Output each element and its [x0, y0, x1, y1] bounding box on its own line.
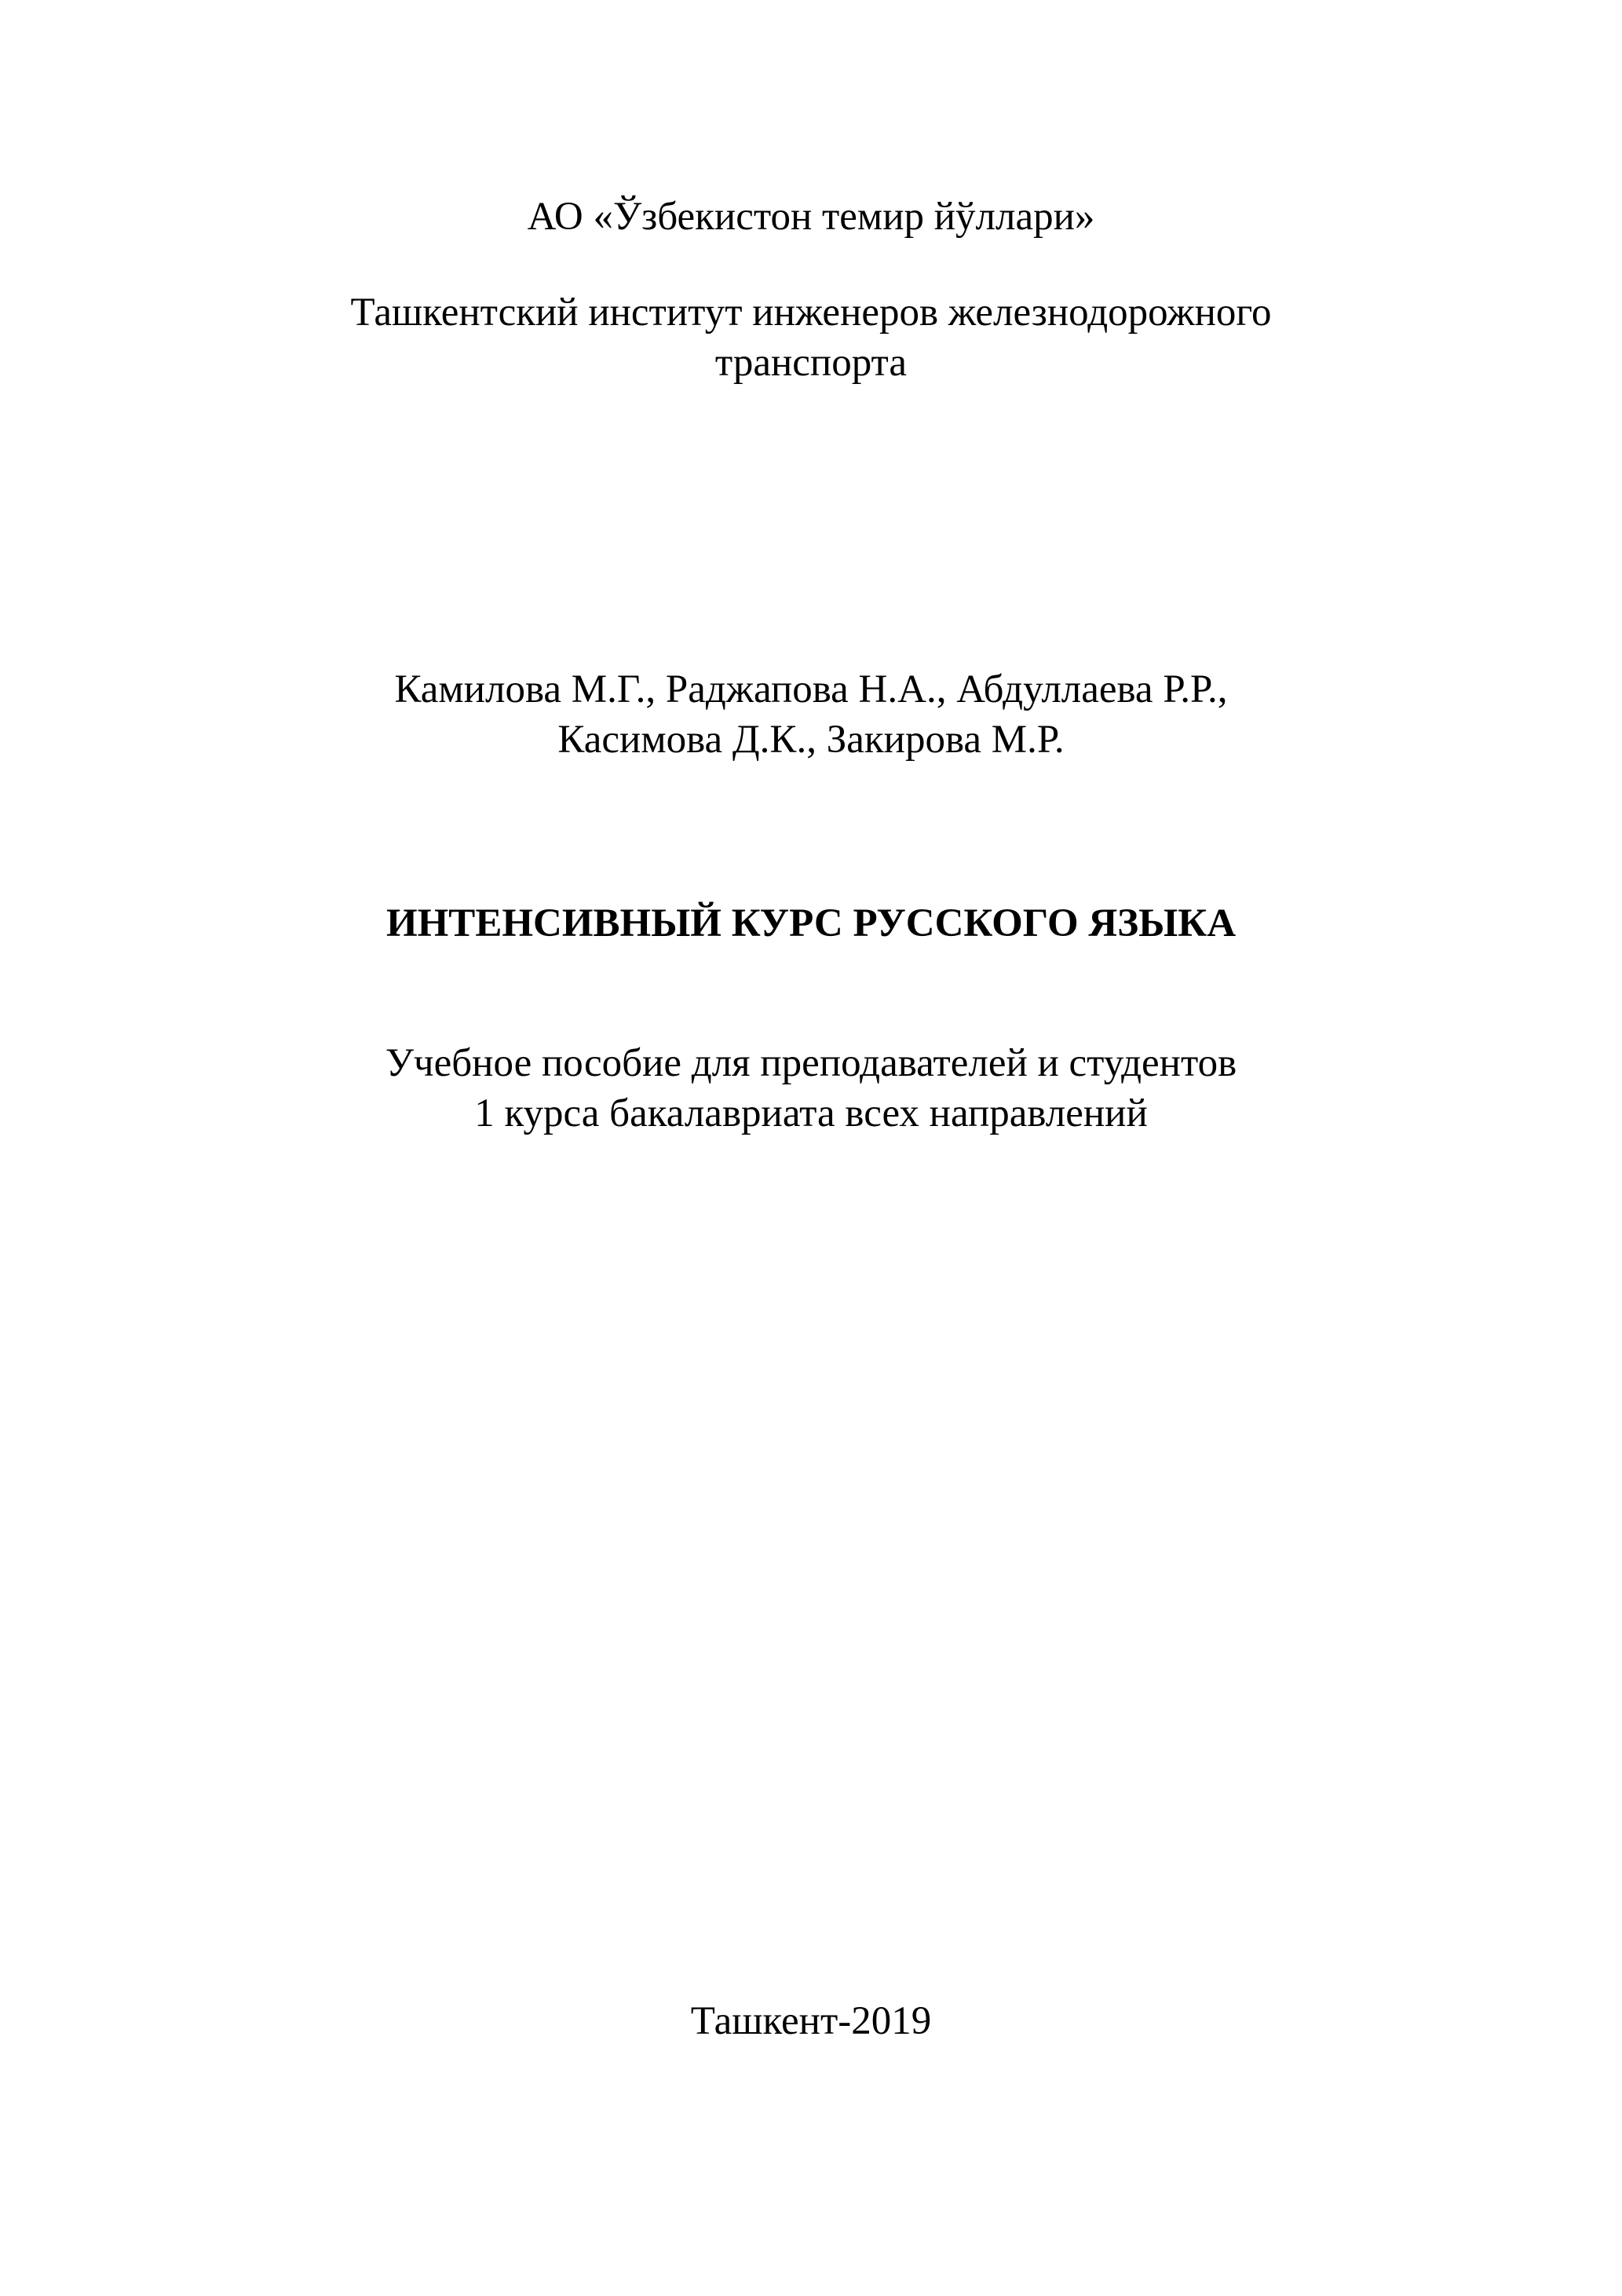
authors-line-2: Касимова Д.К., Закирова М.Р. [557, 718, 1065, 762]
city-year: Ташкент-2019 [690, 1999, 932, 2043]
document-title: ИНТЕНСИВНЫЙ КУРС РУССКОГО ЯЗЫКА [385, 901, 1237, 945]
authors-line-1: Камилова М.Г., Раджапова Н.А., Абдуллаева Р.Р., [394, 667, 1228, 711]
subtitle-line-1: Учебное пособие для преподавателей и студентов [385, 1041, 1237, 1085]
organization-name: АО «Ўзбекистон темир йўллари» [527, 195, 1095, 239]
subtitle-line-2: 1 курса бакалавриата всех направлений [474, 1091, 1148, 1135]
institute-name-line-1: Ташкентский институт инженеров железнодорожного [350, 291, 1272, 335]
institute-name-line-2: транспорта [714, 341, 908, 385]
